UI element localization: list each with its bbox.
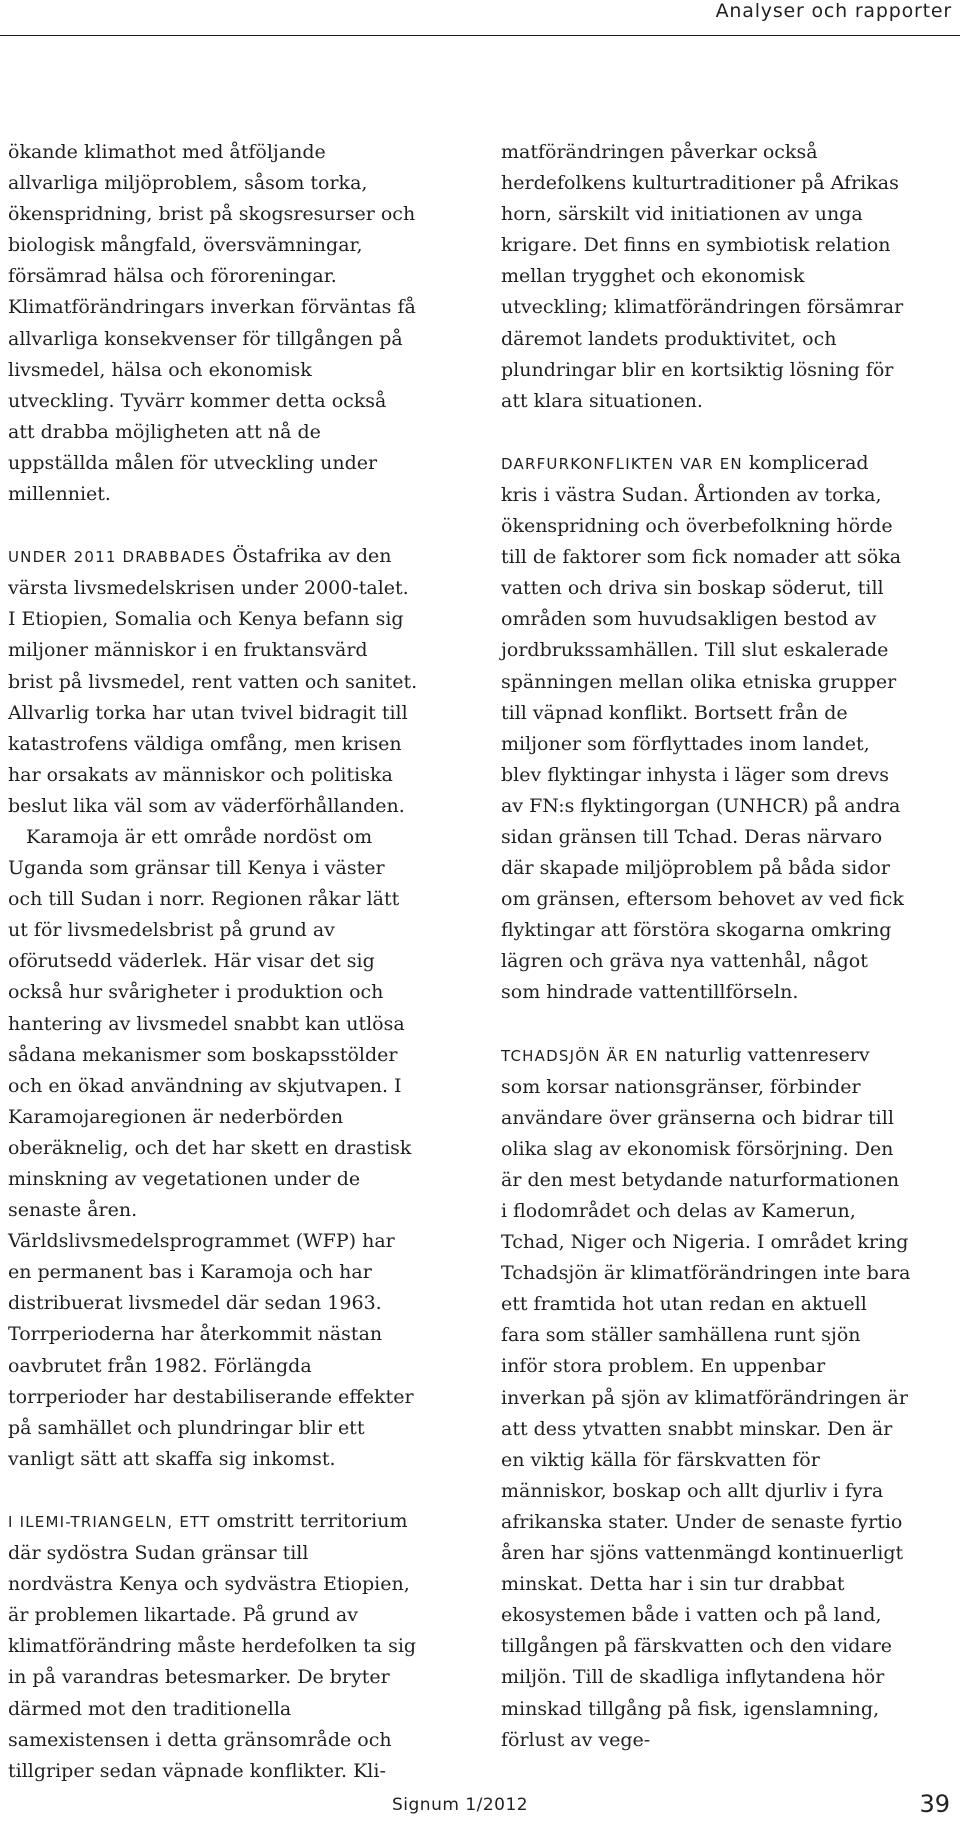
paragraph <box>8 1506 418 1787</box>
right-column <box>501 137 911 1756</box>
page-number: 39 <box>919 1790 950 1818</box>
paragraph-text: Östafrika av den värsta livsmedelskrisen under 2000-talet. I Etiopien, Somalia och Kenya befann sig miljoner människor i en fruktansvärd brist på livsmedel, rent vatten och sanitet. Allvarlig torka har utan tvivel bidragit till katastrofens väldiga omfång, men krisen har orsakats av människor och politiska beslut lika väl som av väderförhållanden. <box>8 545 418 817</box>
section-title: Analyser och rapporter <box>715 0 952 22</box>
paragraph: ökande klimathot med åtföljande allvarliga miljöproblem, såsom torka, ökenspridning, brist på skogsresurser och biologisk mångfald, översvämningar, försämrad hälsa och föroreningar. Klimatförändringars inverkan förväntas få allvarliga konsekvenser för tillgången på livsmedel, hälsa och ekonomisk utveckling. Tyvärr kommer detta också att drabba möjligheten att nå de uppställda målen för utveckling under millenniet. <box>8 141 416 506</box>
journal-issue: Signum 1/2012 <box>392 1795 529 1815</box>
left-column <box>8 137 418 1787</box>
section-lead-in: TCHADSJÖN ÄR EN <box>501 1046 659 1065</box>
paragraph: matförändringen påverkar också herdefolkens kulturtraditioner på Afrikas horn, särskilt vid initiationen av unga krigare. Det finns en symbiotisk relation mellan trygghet och ekonomisk utveckling; klimatförändringen försämrar däremot landets produktivitet, och plundringar blir en kortsiktig lösning för att klara situationen. <box>501 141 904 412</box>
paragraph <box>8 541 418 822</box>
section-lead-in: I ILEMI-TRIANGELN, ETT <box>8 1512 211 1531</box>
running-head <box>0 0 960 36</box>
paragraph-text: omstritt territorium där sydöstra Sudan gränsar till nordvästra Kenya och sydvästra Etiopien, är problemen likartade. På grund av klimatförändring måste herdefolken ta sig in på varandras betesmarker. De bryter därmed mot den traditionella samexistensen i detta gränsområde och tillgriper sedan väpnade konflikter. Kli- <box>8 1509 417 1782</box>
paragraph <box>501 448 911 1009</box>
paragraph-text: komplicerad kris i västra Sudan. Årtionden av torka, ökenspridning och överbefolkning hörde till de faktorer som fick nomader att söka vatten och driva sin boskap söderut, till områden som huvudsakligen bestod av jordbrukssamhällen. Till slut eskalerade spänningen mellan olika etniska grupper till väpnad konflikt. Bortsett från de miljoner som förflyttades inom landet, blev flyktingar inhysta i läger som drevs av FN:s flyktingorgan (UNHCR) på andra sidan gränsen till Tchad. Deras närvaro där skapade miljöproblem på båda sidor om gränsen, eftersom behovet av ved fick flyktingar att förstöra skogarna omkring lägren och gräva nya vattenhål, något som hindrade vattentillförseln. <box>501 451 904 1004</box>
paragraph <box>501 1040 911 1756</box>
paragraph-text: naturlig vattenreserv som korsar nationsgränser, förbinder användare över gränserna och bidrar till olika slag av ekonomisk försörjning. Den är den mest betydande naturformationen i flodområdet och delas av Kamerun, Tchad, Niger och Nigeria. I området kring Tchadsjön är klimatförändringen inte bara ett framtida hot utan redan en aktuell fara som ställer samhällena runt sjön inför stora problem. En uppenbar inverkan på sjön av klimatförändringen är att dess ytvatten snabbt minskar. Den är en viktig källa för färskvatten för människor, boskap och allt djurliv i fyra afrikanska stater. Under de senaste fyrtio åren har sjöns vattenmängd kontinuerligt minskat. Detta har i sin tur drabbat ekosystemen både i vatten och på land, tillgången på färskvatten och den vidare miljön. Till de skadliga inflytandena hör minskad tillgång på fisk, igenslamning, förlust av vege- <box>501 1043 911 1751</box>
section-lead-in: UNDER 2011 DRABBADES <box>8 548 227 567</box>
section-lead-in: DARFURKONFLIKTEN VAR EN <box>501 454 743 473</box>
paragraph: Karamoja är ett område nordöst om Uganda som gränsar till Kenya i väster och till Sudan i norr. Regionen råkar lätt ut för livsmedelsbrist på grund av oförutsedd väderlek. Här visar det sig också hur svårigheter i produktion och hantering av livsmedel snabbt kan utlösa sådana mekanismer som boskapsstölder och en ökad användning av skjutvapen. I Karamojaregionen är nederbörden oberäknelig, och det har skett en drastisk minskning av vegetationen under de senaste åren. Världslivsmedelsprogrammet (WFP) har en permanent bas i Karamoja och har distribuerat livsmedel där sedan 1963. Torrperioderna har återkommit nästan oavbrutet från 1982. Förlängda torrperioder har destabiliserande effekter på samhället och plundringar blir ett vanligt sätt att skaffa sig inkomst. <box>8 825 414 1470</box>
